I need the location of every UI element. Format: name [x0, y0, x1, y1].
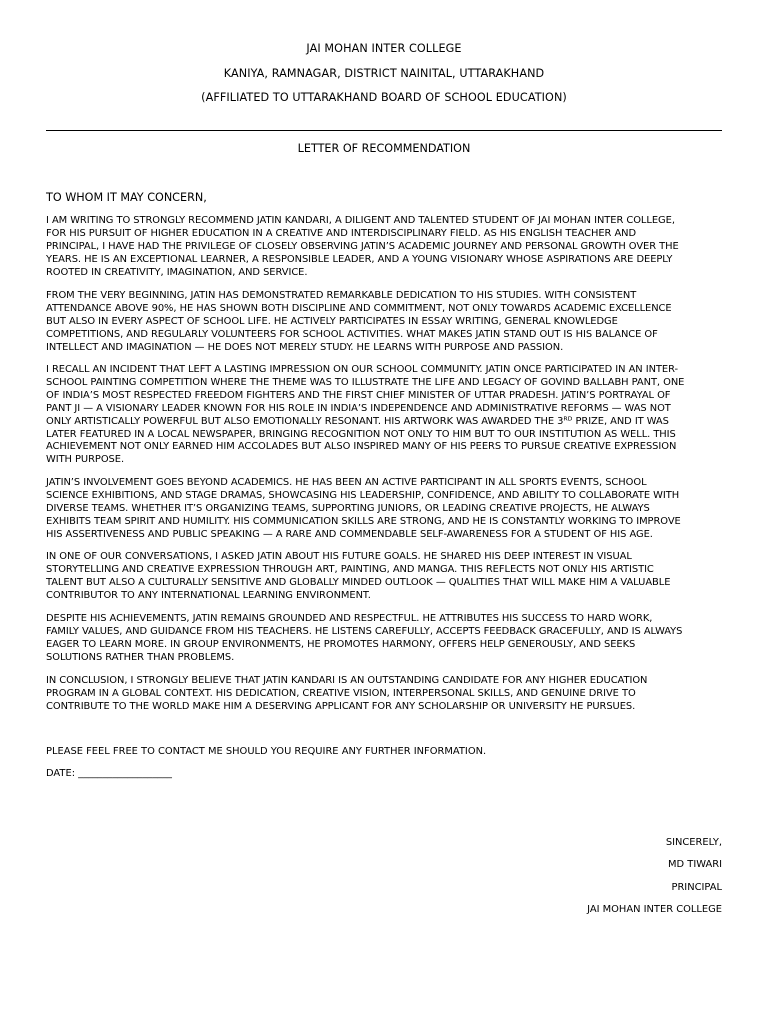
school-affiliation: (AFFILIATED TO UTTARAKHAND BOARD OF SCHOOL EDUCATION)	[201, 91, 567, 104]
paragraph-5	[46, 551, 722, 603]
paragraph-line: OF INDIA’S MOST RESPECTED FREEDOM FIGHTERS AND THE FIRST CHIEF MINISTER OF UTTAR PRADESH. JATIN’S PORTRAYAL OF	[46, 389, 671, 401]
letter-title: LETTER OF RECOMMENDATION	[297, 142, 471, 155]
paragraph-line: INTELLECT AND IMAGINATION — HE DOES NOT MERELY STUDY. HE LEARNS WITH PURPOSE AND PASSION.	[46, 341, 564, 353]
paragraph-line: SOLUTIONS RATHER THAN PROBLEMS.	[46, 651, 235, 663]
paragraph-line: IN CONCLUSION, I STRONGLY BELIEVE THAT JATIN KANDARI IS AN OUTSTANDING CANDIDATE FOR ANY HIGHER EDUCATION	[46, 675, 648, 686]
date-line: DATE: ___________________	[46, 768, 172, 779]
paragraph-7	[46, 675, 722, 714]
paragraph-line: PRINCIPAL, I HAVE HAD THE PRIVILEGE OF CLOSELY OBSERVING JATIN’S ACADEMIC JOURNEY AND PERSONAL GROWTH OVER THE	[46, 240, 679, 252]
paragraph-line: DIVERSE TEAMS. WHETHER IT’S ORGANIZING TEAMS, SUPPORTING JUNIORS, OR LEADING CREATIVE PROJECTS, HE ALWAYS	[46, 502, 650, 514]
paragraph-line: PANT JI — A VISIONARY LEADER KNOWN FOR HIS ROLE IN INDIA’S INDEPENDENCE AND ADMINISTRATIVE REFORMS — WAS NOT	[46, 402, 671, 414]
paragraph-line: FROM THE VERY BEGINNING, JATIN HAS DEMONSTRATED REMARKABLE DEDICATION TO HIS STUDIES. WITH CONSISTENT	[46, 290, 637, 301]
paragraph-2	[46, 290, 722, 355]
paragraph-line: EAGER TO LEARN MORE. IN GROUP ENVIRONMENTS, HE PROMOTES HARMONY, OFFERS HELP GENEROUSLY, AND SEEKS	[46, 638, 636, 650]
paragraph-line: SCIENCE EXHIBITIONS, AND STAGE DRAMAS, SHOWCASING HIS LEADERSHIP, CONFIDENCE, AND ABILITY TO COLLABORATE WITH	[46, 489, 680, 501]
paragraph-line: STORYTELLING AND CREATIVE EXPRESSION THROUGH ART, PAINTING, AND MANGA. THIS REFLECTS NOT ONLY HIS ARTISTIC	[46, 563, 654, 575]
paragraph-line: I AM WRITING TO STRONGLY RECOMMEND JATIN KANDARI, A DILIGENT AND TALENTED STUDENT OF JAI MOHAN INTER COLLEGE,	[46, 215, 675, 226]
paragraph-4	[46, 477, 722, 542]
paragraph-line: HIS ASSERTIVENESS AND PUBLIC SPEAKING — A RARE AND COMMENDABLE SELF-AWARENESS FOR A STUDENT OF HIS AGE.	[46, 528, 653, 540]
school-address: KANIYA, RAMNAGAR, DISTRICT NAINITAL, UTTARAKHAND	[223, 67, 545, 80]
paragraph-line: ATTENDANCE ABOVE 90%, HE HAS SHOWN BOTH DISCIPLINE AND COMMITMENT, NOT ONLY TOWARDS ACADEMIC EXCELLENCE	[46, 302, 672, 314]
paragraph-line: ROOTED IN CREATIVITY, IMAGINATION, AND SERVICE.	[46, 266, 308, 278]
signatory-designation: PRINCIPAL	[671, 882, 722, 893]
paragraph-3	[46, 364, 722, 467]
paragraph-line: I RECALL AN INCIDENT THAT LEFT A LASTING IMPRESSION ON OUR SCHOOL COMMUNITY. JATIN ONCE PARTICIPATED IN AN INTER-	[46, 364, 679, 375]
paragraph-line: EXHIBITS TEAM SPIRIT AND HUMILITY. HIS COMMUNICATION SKILLS ARE STRONG, AND HE IS CONSTANTLY WORKING TO IMPROVE	[46, 515, 681, 527]
paragraph-line: FAMILY VALUES, AND GUIDANCE FROM HIS TEACHERS. HE LISTENS CAREFULLY, ACCEPTS FEEDBACK GRACEFULLY, AND IS ALWAYS	[46, 625, 683, 637]
paragraph-line: FOR HIS PURSUIT OF HIGHER EDUCATION IN A CREATIVE AND INTERDISCIPLINARY FIELD. AS HIS ENGLISH TEACHER AND	[46, 227, 637, 239]
signatory-name: MD TIWARI	[668, 859, 722, 870]
paragraph-line: ACHIEVEMENT NOT ONLY EARNED HIM ACCOLADES BUT ALSO INSPIRED MANY OF HIS PEERS TO PURSUE CREATIVE EXPRESSION	[46, 441, 677, 453]
paragraph-line: LATER FEATURED IN A LOCAL NEWSPAPER, BRINGING RECOGNITION NOT ONLY TO HIM BUT TO OUR INSTITUTION AS WELL. THIS	[46, 428, 676, 440]
signatory-institution: JAI MOHAN INTER COLLEGE	[587, 904, 722, 915]
contact-line: PLEASE FEEL FREE TO CONTACT ME SHOULD YOU REQUIRE ANY FURTHER INFORMATION.	[46, 746, 487, 757]
paragraph-line: COMPETITIONS, AND REGULARLY VOLUNTEERS FOR SCHOOL ACTIVITIES. WHAT MAKES JATIN STAND OUT IS HIS BALANCE OF	[46, 328, 658, 340]
paragraph-line: DESPITE HIS ACHIEVEMENTS, JATIN REMAINS GROUNDED AND RESPECTFUL. HE ATTRIBUTES HIS SUCCESS TO HARD WORK,	[46, 613, 653, 624]
salutation: TO WHOM IT MAY CONCERN,	[46, 191, 207, 204]
paragraph-6	[46, 613, 722, 665]
paragraph-line: CONTRIBUTOR TO ANY INTERNATIONAL LEARNING ENVIRONMENT.	[46, 589, 371, 601]
paragraph-line: TALENT BUT ALSO A CULTURALLY SENSITIVE AND GLOBALLY MINDED OUTLOOK — QUALITIES THAT WILL MAKE HIM A VALUABLE	[46, 576, 671, 588]
paragraph-line: JATIN’S INVOLVEMENT GOES BEYOND ACADEMICS. HE HAS BEEN AN ACTIVE PARTICIPANT IN ALL SPORTS EVENTS, SCHOOL	[46, 477, 647, 488]
paragraph-line: ONLY ARTISTICALLY POWERFUL BUT ALSO EMOTIONALLY RESONANT. HIS ARTWORK WAS AWARDED THE 3ᴿᴰ PRIZE, AND IT WAS	[46, 415, 669, 427]
paragraph-line: SCHOOL PAINTING COMPETITION WHERE THE THEME WAS TO ILLUSTRATE THE LIFE AND LEGACY OF GOVIND BALLABH PANT, ONE	[46, 376, 685, 388]
school-name: JAI MOHAN INTER COLLEGE	[306, 42, 462, 55]
paragraph-1	[46, 215, 722, 280]
header-divider	[46, 130, 722, 131]
paragraph-line: BUT ALSO IN EVERY ASPECT OF SCHOOL LIFE. HE ACTIVELY PARTICIPATES IN ESSAY WRITING, GENERAL KNOWLEDGE	[46, 315, 618, 327]
paragraph-line: YEARS. HE IS AN EXCEPTIONAL LEARNER, A RESPONSIBLE LEADER, AND A YOUNG VISIONARY WHOSE ASPIRATIONS ARE DEEPLY	[46, 253, 673, 265]
paragraph-line: WITH PURPOSE.	[46, 454, 125, 466]
closing: SINCERELY,	[665, 837, 722, 848]
paragraph-line: CONTRIBUTE TO THE WORLD MAKE HIM A DESERVING APPLICANT FOR ANY SCHOLARSHIP OR UNIVERSITY HE PURSUES.	[46, 700, 636, 712]
paragraph-line: PROGRAM IN A GLOBAL CONTEXT. HIS DEDICATION, CREATIVE VISION, INTERPERSONAL SKILLS, AND GENUINE DRIVE TO	[46, 687, 636, 699]
paragraph-line: IN ONE OF OUR CONVERSATIONS, I ASKED JATIN ABOUT HIS FUTURE GOALS. HE SHARED HIS DEEP INTEREST IN VISUAL	[46, 551, 632, 562]
